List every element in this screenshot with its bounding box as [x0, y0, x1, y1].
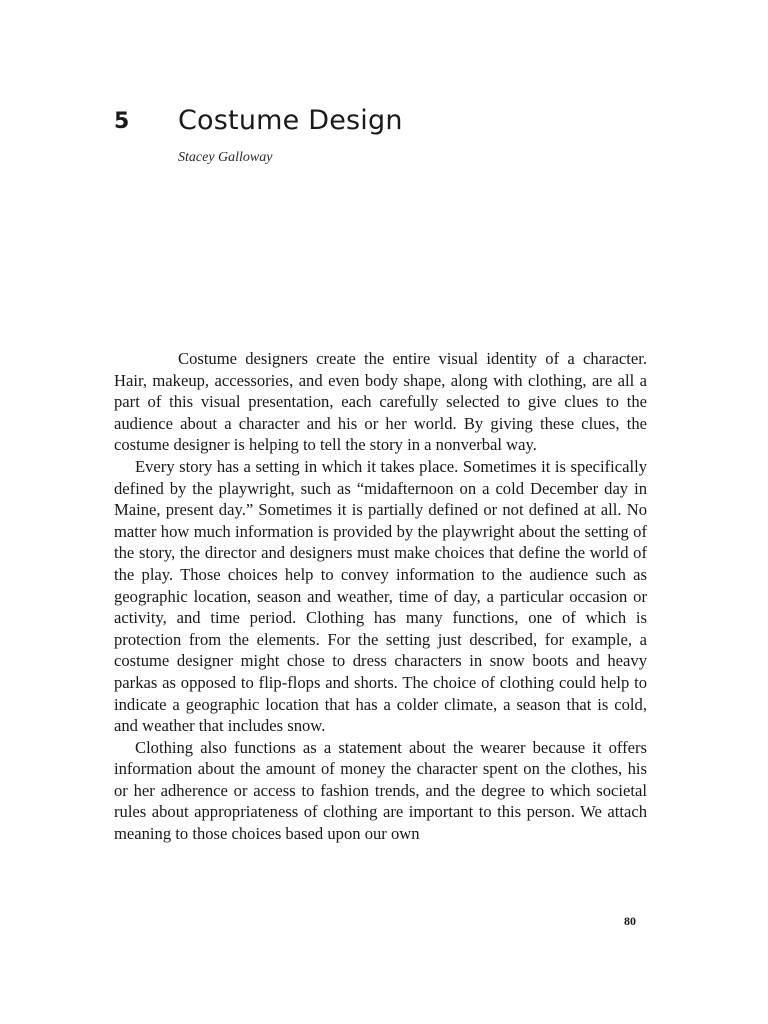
- paragraph-2: Every story has a setting in which it takes place. Sometimes it is specifically defined by the playwright, such as “midafternoon on a cold December day in Maine, present day.” Sometimes it is partially defined or not defined at all. No matter how much information is provided by the playwright about the setting of the story, the director and designers must make choices that define the world of the play. Those choices help to convey information to the audience such as geographic location, season and weather, time of day, a particular occasion or activity, and time period. Clothing has many functions, one of which is protection from the elements. For the setting just described, for example, a costume designer might chose to dress characters in snow boots and heavy parkas as opposed to flip-flops and shorts. The choice of clothing could help to indicate a geographic location that has a colder climate, a season that is cold, and weather that includes snow.: [114, 456, 647, 736]
- chapter-author: Stacey Galloway: [178, 150, 273, 165]
- paragraph-3: Clothing also functions as a statement about the wearer because it offers information about the amount of money the character spent on the clothes, his or her adherence or access to fashion trends, and the degree to which societal rules about appropriateness of clothing are important to this person. We attach meaning to those choices based upon our own: [114, 737, 647, 844]
- page-number: 80: [624, 914, 636, 928]
- body-text: [114, 348, 647, 845]
- chapter-title: Costume Design: [178, 105, 403, 136]
- chapter-number: 5: [114, 109, 130, 134]
- chapter-heading: [114, 102, 674, 142]
- paragraph-1: Costume designers create the entire visual identity of a character. Hair, makeup, accessories, and even body shape, along with clothing, are all a part of this visual presentation, each carefully selected to give clues to the audience about a character and his or her world. By giving these clues, the costume designer is helping to tell the story in a nonverbal way.: [114, 349, 647, 455]
